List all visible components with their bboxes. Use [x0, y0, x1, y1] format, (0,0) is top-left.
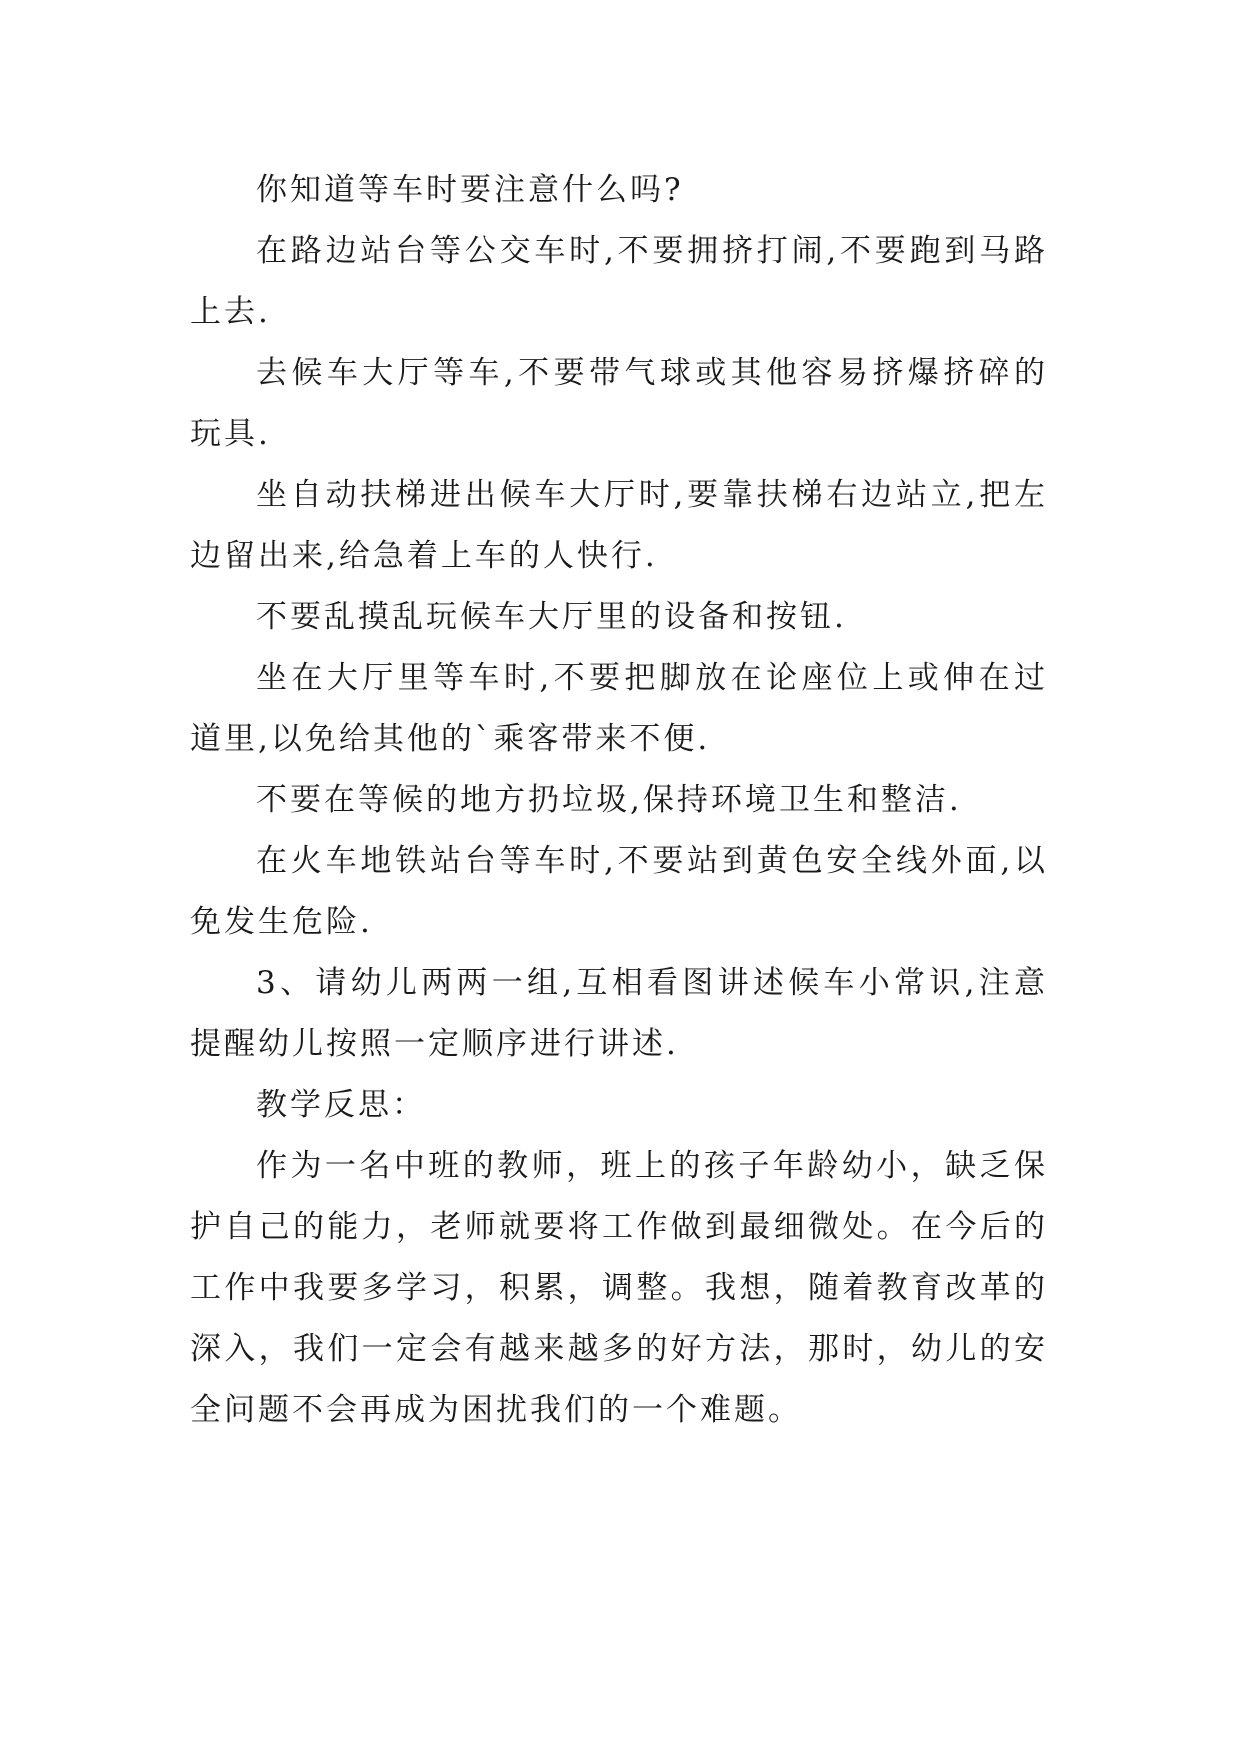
paragraph: 不要在等候的地方扔垃圾,保持环境卫生和整洁. [256, 782, 962, 818]
document-body [190, 160, 1048, 1441]
paragraph: 去候车大厅等车,不要带气球或其他容易挤爆挤碎的玩具. [190, 355, 1048, 452]
paragraph: 在火车地铁站台等车时,不要站到黄色安全线外面,以免发生危险. [190, 843, 1048, 940]
paragraph: 坐自动扶梯进出候车大厅时,要靠扶梯右边站立,把左边留出来,给急着上车的人快行. [190, 477, 1048, 574]
paragraph: 在路边站台等公交车时,不要拥挤打闹,不要跑到马路上去. [190, 233, 1048, 330]
paragraph: 你知道等车时要注意什么吗? [256, 172, 684, 208]
paragraph: 3、请幼儿两两一组,互相看图讲述候车小常识,注意提醒幼儿按照一定顺序进行讲述. [190, 965, 1048, 1062]
section-heading: 教学反思： [256, 1087, 426, 1123]
paragraph: 作为一名中班的教师，班上的孩子年龄幼小，缺乏保护自己的能力，老师就要将工作做到最细微处。在今后的工作中我要多学习，积累，调整。我想，随着教育改革的深入，我们一定会有越来越多的好方法，那时，幼儿的安全问题不会再成为困扰我们的一个难题。 [190, 1148, 1048, 1428]
paragraph: 坐在大厅里等车时,不要把脚放在论座位上或伸在过道里,以免给其他的`乘客带来不便. [190, 660, 1048, 757]
paragraph: 不要乱摸乱玩候车大厅里的设备和按钮. [256, 599, 847, 635]
